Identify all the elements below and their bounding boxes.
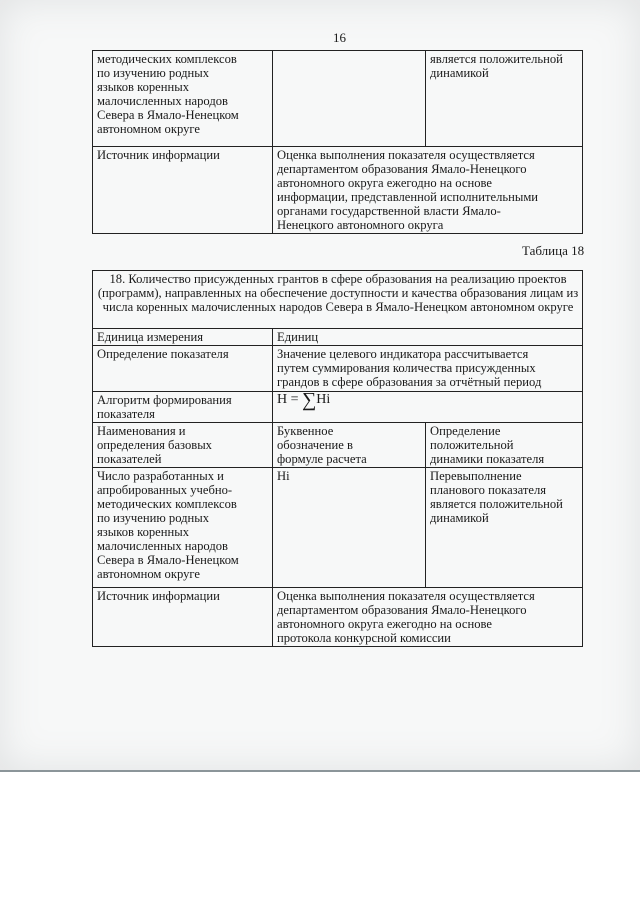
base-indicator-name: Число разработанных и апробированных учебно- методических комплексов по изучению родных языков коренных малочисленных народов Севера в Ямало-Ненецком автономном округе xyxy=(93,468,273,588)
table-row xyxy=(93,346,583,392)
table-row xyxy=(93,271,583,329)
page-number: 16 xyxy=(333,30,346,45)
base-header-name: Наименования и определения базовых показателей xyxy=(93,423,273,468)
source-value: Оценка выполнения показателя осуществляется департаментом образования Ямало-Ненецкого автономного округа ежегодно на основе информации, представленной исполнительными органами государственной власти Ямало- Ненецкого автономного округа xyxy=(273,147,583,234)
base-indicator-name: методических комплексов по изучению родных языков коренных малочисленных народов Севера в Ямало-Ненецком автономном округе xyxy=(93,51,273,147)
base-indicator-dynamics: Перевыполнение планового показателя является положительной динамикой xyxy=(426,468,583,588)
source-value: Оценка выполнения показателя осуществляется департаментом образования Ямало-Ненецкого автономного округа ежегодно на основе протокола конкурсной комиссии xyxy=(273,588,583,647)
table-row xyxy=(93,588,583,647)
table-continuation xyxy=(92,50,583,234)
source-label: Источник информации xyxy=(93,588,273,647)
sigma-symbol: ∑ xyxy=(302,389,317,411)
table-row xyxy=(93,329,583,346)
table-row xyxy=(93,423,583,468)
table-row xyxy=(93,392,583,423)
definition-value: Значение целевого индикатора рассчитывается путем суммирования количества присужденных грандов в сфере образования за отчётный период xyxy=(273,346,583,392)
unit-label: Единица измерения xyxy=(93,329,273,346)
base-header-dynamics: Определение положительной динамики показателя xyxy=(426,423,583,468)
table-row xyxy=(93,468,583,588)
table-label: Таблица 18 xyxy=(522,243,585,258)
base-indicator-symbol: Hi xyxy=(273,468,426,588)
formula-left: H = xyxy=(277,392,303,407)
base-header-symbol: Буквенное обозначение в формуле расчета xyxy=(273,423,426,468)
base-indicator-symbol xyxy=(273,51,426,147)
table-row xyxy=(93,147,583,234)
formula xyxy=(273,389,583,423)
source-label: Источник информации xyxy=(93,147,273,234)
formula-right: Hi xyxy=(316,392,331,407)
unit-value: Единиц xyxy=(273,329,583,346)
definition-label: Определение показателя xyxy=(93,346,273,392)
base-indicator-dynamics: является положительной динамикой xyxy=(426,51,583,147)
algorithm-label: Алгоритм формирования показателя xyxy=(93,392,273,423)
table-18 xyxy=(92,270,583,647)
table-row xyxy=(93,51,583,147)
table-title: 18. Количество присужденных грантов в сфере образования на реализацию проектов (программ), направленных на обеспечение доступности и качества образования лицам из числа коренных малочисленных народов Севера в Ямало-Ненецком автономном округе xyxy=(93,271,583,329)
